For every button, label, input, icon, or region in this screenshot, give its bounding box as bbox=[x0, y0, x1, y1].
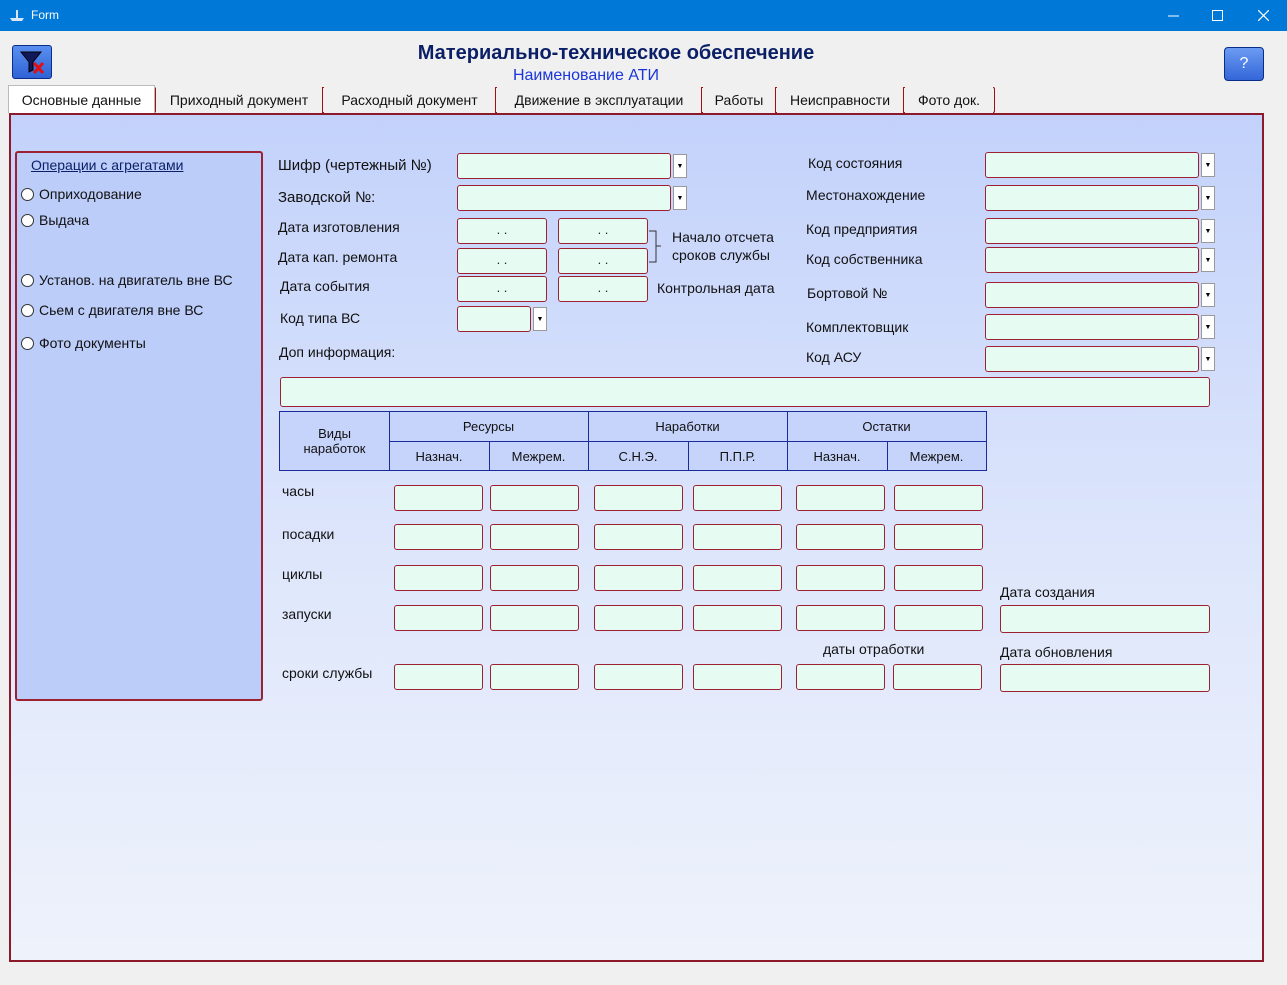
close-button[interactable] bbox=[1240, 0, 1286, 31]
grid-cell[interactable] bbox=[594, 664, 683, 690]
operations-group bbox=[15, 151, 263, 701]
assembler-label: Комплектовщик bbox=[806, 319, 909, 335]
grid-cell[interactable] bbox=[693, 485, 782, 511]
grid-cell[interactable] bbox=[594, 524, 683, 550]
updated-date-field[interactable] bbox=[1000, 664, 1210, 692]
event-date-label: Дата события bbox=[280, 278, 370, 294]
chevron-down-icon[interactable]: ▼ bbox=[1201, 347, 1215, 371]
radio-install-engine[interactable] bbox=[21, 272, 233, 288]
company-code-label: Код предприятия bbox=[806, 221, 918, 237]
radio-icon[interactable] bbox=[21, 337, 34, 350]
tab-main-data[interactable] bbox=[8, 85, 155, 113]
rest-header: Остатки bbox=[862, 419, 911, 434]
radio-label: Установ. на двигатель вне ВС bbox=[39, 272, 233, 288]
serial-label: Заводской №: bbox=[278, 189, 376, 206]
row-label-starts: запуски bbox=[282, 606, 332, 622]
grid-cell[interactable] bbox=[796, 524, 885, 550]
kinds-header-line-1: Виды bbox=[318, 426, 351, 441]
grid-cell[interactable] bbox=[394, 485, 483, 511]
state-code-combo[interactable] bbox=[985, 152, 1215, 178]
radio-label: Фото документы bbox=[39, 335, 146, 351]
shifr-combo[interactable] bbox=[457, 153, 687, 179]
grid-cell[interactable] bbox=[394, 664, 483, 690]
radio-incoming[interactable] bbox=[21, 186, 142, 202]
maximize-icon bbox=[1212, 10, 1223, 21]
manufacture-date-start-field[interactable]: . . bbox=[558, 218, 648, 244]
page-title: Материально-техническое обеспечение bbox=[417, 42, 815, 64]
assembler-input[interactable] bbox=[985, 314, 1199, 340]
operations-title[interactable]: Операции с агрегатами bbox=[31, 157, 184, 173]
kinds-header bbox=[280, 412, 389, 470]
sub-header: С.Н.Э. bbox=[618, 448, 658, 464]
shifr-input[interactable] bbox=[457, 153, 671, 179]
sub-header: Межрем. bbox=[909, 448, 964, 464]
grid-cell[interactable] bbox=[394, 605, 483, 631]
board-number-input[interactable] bbox=[985, 282, 1199, 308]
serial-input[interactable] bbox=[457, 185, 671, 211]
tab-label: Работы bbox=[714, 92, 764, 108]
grid-cell[interactable] bbox=[490, 605, 579, 631]
extra-info-label: Доп информация: bbox=[279, 344, 396, 360]
tab-photo-docs[interactable] bbox=[905, 87, 993, 113]
grid-cell[interactable] bbox=[796, 565, 885, 591]
created-date-field[interactable] bbox=[1000, 605, 1210, 633]
control-date-field[interactable]: . . bbox=[558, 276, 648, 302]
grid-cell[interactable] bbox=[894, 605, 983, 631]
grid-cell[interactable] bbox=[893, 664, 982, 690]
extra-info-field[interactable] bbox=[280, 377, 1210, 407]
serial-combo[interactable] bbox=[457, 185, 687, 211]
grid-cell[interactable] bbox=[796, 605, 885, 631]
grid-cell[interactable] bbox=[894, 565, 983, 591]
board-number-combo[interactable] bbox=[985, 282, 1215, 308]
grid-cell[interactable] bbox=[693, 605, 782, 631]
repair-date-start-field[interactable]: . . bbox=[558, 248, 648, 274]
radio-remove-engine[interactable] bbox=[21, 302, 203, 318]
window-titlebar bbox=[0, 0, 1287, 31]
chevron-down-icon[interactable]: ▼ bbox=[1201, 153, 1215, 177]
grid-cell[interactable] bbox=[693, 524, 782, 550]
tab-faults[interactable] bbox=[777, 87, 904, 113]
grid-cell[interactable] bbox=[490, 485, 579, 511]
manufacture-date-label: Дата изготовления bbox=[278, 219, 400, 235]
control-date-label: Контрольная дата bbox=[657, 280, 775, 296]
chevron-down-icon[interactable]: ▼ bbox=[1201, 315, 1215, 339]
state-code-input[interactable] bbox=[985, 152, 1199, 178]
window-title: Form bbox=[31, 8, 59, 22]
chevron-down-icon[interactable]: ▼ bbox=[1201, 186, 1215, 210]
tab-incoming-doc[interactable] bbox=[156, 87, 323, 113]
event-date-field[interactable]: . . bbox=[457, 276, 547, 302]
asu-code-label: Код АСУ bbox=[806, 349, 862, 365]
board-number-label: Бортовой № bbox=[807, 285, 888, 301]
tab-label: Основные данные bbox=[21, 91, 142, 108]
state-code-label: Код состояния bbox=[808, 155, 903, 171]
tab-label: Движение в эксплуатации bbox=[514, 92, 684, 108]
tab-works[interactable] bbox=[703, 87, 776, 113]
row-label-service-life: сроки службы bbox=[282, 665, 373, 681]
radio-icon[interactable] bbox=[21, 274, 34, 287]
grid-cell[interactable] bbox=[394, 524, 483, 550]
repair-date-field[interactable]: . . bbox=[457, 248, 547, 274]
grid-cell[interactable] bbox=[490, 565, 579, 591]
asu-code-input[interactable] bbox=[985, 346, 1199, 372]
kinds-header-line-2: наработок bbox=[303, 441, 366, 456]
tab-outgoing-doc[interactable] bbox=[324, 87, 496, 113]
company-code-combo[interactable] bbox=[985, 218, 1215, 244]
page-subtitle: Наименование АТИ bbox=[512, 67, 660, 84]
grid-cell[interactable] bbox=[594, 485, 683, 511]
filter-clear-icon bbox=[18, 49, 46, 75]
chevron-down-icon[interactable]: ▼ bbox=[533, 307, 547, 331]
resources-header: Ресурсы bbox=[462, 419, 515, 434]
grid-cell[interactable] bbox=[796, 664, 885, 690]
close-icon bbox=[1258, 10, 1269, 21]
chevron-down-icon[interactable]: ▼ bbox=[673, 154, 687, 178]
filter-clear-button[interactable] bbox=[12, 45, 52, 79]
grid-cell[interactable] bbox=[796, 485, 885, 511]
chevron-down-icon[interactable]: ▼ bbox=[1201, 248, 1215, 272]
service-start-label-1: Начало отсчета bbox=[672, 229, 774, 245]
row-label-hours: часы bbox=[282, 483, 315, 499]
created-date-label: Дата создания bbox=[1000, 584, 1095, 600]
chevron-down-icon[interactable]: ▼ bbox=[673, 186, 687, 210]
chevron-down-icon[interactable]: ▼ bbox=[1201, 219, 1215, 243]
grid-cell[interactable] bbox=[490, 524, 579, 550]
service-start-label-2: сроков службы bbox=[672, 247, 770, 263]
manufacture-date-field[interactable]: . . bbox=[457, 218, 547, 244]
assembler-combo[interactable] bbox=[985, 314, 1215, 340]
work-header: Наработки bbox=[655, 419, 720, 434]
work-dates-label: даты отработки bbox=[823, 641, 925, 657]
help-label: ? bbox=[1239, 55, 1249, 72]
tab-label: Неисправности bbox=[789, 92, 891, 108]
grid-cell[interactable] bbox=[594, 565, 683, 591]
aircraft-type-label: Код типа ВС bbox=[280, 310, 361, 326]
grid-cell[interactable] bbox=[693, 565, 782, 591]
minimize-button[interactable] bbox=[1150, 0, 1196, 31]
chevron-down-icon[interactable]: ▼ bbox=[1201, 283, 1215, 307]
radio-label: Сьем с двигателя вне ВС bbox=[39, 302, 204, 318]
asu-code-combo[interactable] bbox=[985, 346, 1215, 372]
maximize-button[interactable] bbox=[1194, 0, 1240, 31]
owner-code-label: Код собственника bbox=[806, 251, 923, 267]
tab-label: Расходный документ bbox=[341, 92, 478, 108]
location-input[interactable] bbox=[985, 185, 1199, 211]
tab-movement[interactable] bbox=[497, 87, 702, 113]
location-combo[interactable] bbox=[985, 185, 1215, 211]
tab-label: Фото док. bbox=[917, 92, 981, 108]
sub-header: Назнач. bbox=[813, 448, 861, 464]
aircraft-type-input[interactable] bbox=[457, 306, 531, 332]
owner-code-input[interactable] bbox=[985, 247, 1199, 273]
location-label: Местонахождение bbox=[806, 187, 926, 203]
radio-icon[interactable] bbox=[21, 214, 34, 227]
radio-photo-docs[interactable] bbox=[21, 335, 146, 351]
radio-issue[interactable] bbox=[21, 212, 89, 228]
radio-label: Оприходование bbox=[39, 186, 142, 202]
operating-time-grid-header bbox=[279, 411, 987, 471]
tab-label: Приходный документ bbox=[169, 92, 309, 108]
sub-header: Межрем. bbox=[511, 448, 566, 464]
updated-date-label: Дата обновления bbox=[1000, 644, 1113, 660]
grid-cell[interactable] bbox=[894, 485, 983, 511]
grid-cell[interactable] bbox=[693, 664, 782, 690]
sub-header: П.П.Р. bbox=[719, 448, 756, 464]
grid-cell[interactable] bbox=[394, 565, 483, 591]
repair-date-label: Дата кап. ремонта bbox=[278, 249, 398, 265]
row-label-cycles: циклы bbox=[282, 566, 323, 582]
grid-cell[interactable] bbox=[594, 605, 683, 631]
grid-cell[interactable] bbox=[894, 524, 983, 550]
shifr-label: Шифр (чертежный №) bbox=[278, 157, 432, 174]
aircraft-type-combo[interactable] bbox=[457, 306, 547, 332]
owner-code-combo[interactable] bbox=[985, 247, 1215, 273]
row-label-landings: посадки bbox=[282, 526, 335, 542]
radio-icon[interactable] bbox=[21, 188, 34, 201]
sub-header: Назнач. bbox=[415, 448, 463, 464]
grid-cell[interactable] bbox=[490, 664, 579, 690]
app-icon bbox=[9, 8, 25, 22]
help-button[interactable] bbox=[1224, 47, 1264, 81]
minimize-icon bbox=[1168, 10, 1179, 21]
company-code-input[interactable] bbox=[985, 218, 1199, 244]
radio-label: Выдача bbox=[39, 212, 90, 228]
bracket-decoration bbox=[648, 230, 662, 264]
radio-icon[interactable] bbox=[21, 304, 34, 317]
